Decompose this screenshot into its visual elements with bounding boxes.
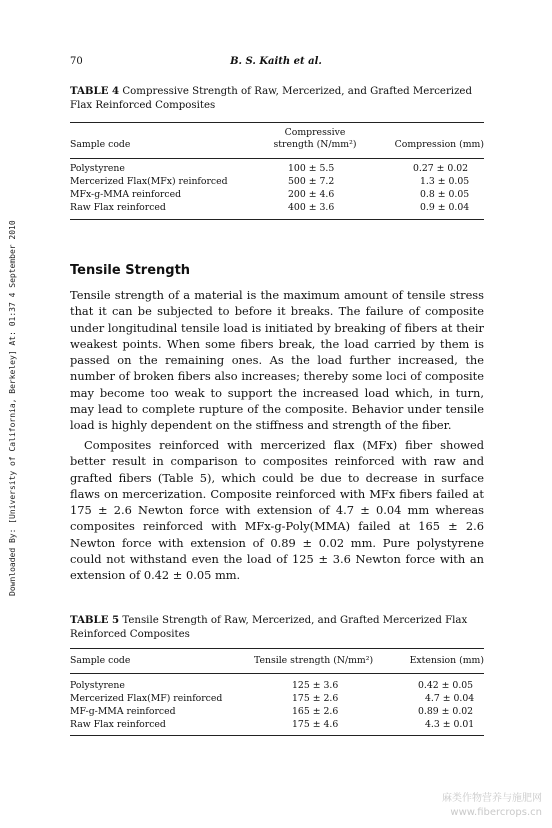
table-row-cell: 500 ± 7.2 <box>288 176 335 187</box>
table-row-cell: 0.8 ± 0.05 <box>420 189 470 200</box>
watermark-line1: 麻类作物营养与施肥网 <box>442 793 542 804</box>
table-row-cell: 4.3 ± 0.01 <box>425 719 475 730</box>
table5-top-rule <box>70 648 484 649</box>
paragraph-2: Composites reinforced with mercerized flax (MFx) fiber showed better result in comparison to composites reinforced with raw and grafted fibers (Table 5), which could be due to decrease in surface flaws on mercerization. Composite reinforced with MFx fibers failed at 175 ± 2.6 Newton force with extension of 4.7 ± 0.04 mm whereas composites reinforced with MFx-g-Poly(MMA) failed at 165 ± 2.6 Newton force with extension of 0.89 ± 0.02 mm. Pure polystyrene could not withstand even the load of 125 ± 3.6 Newton force with an extension of 0.42 ± 0.05 mm. <box>70 438 484 583</box>
paragraph-1: Tensile strength of a material is the maximum amount of tensile stress that it can be subjected to before it breaks. The failure of composite under longitudinal tensile load is initiated by breaking of fibers at their weakest points. When some fibers break, the load carried by them is passed on the remaining ones. As the load further increased, the number of broken fibers also increases; thereby some loci of composite may become too weak to support the increased load which, in turn, may lead to complete rupture of the composite. Behavior under tensile load is highly dependent on the stiffness and strength of the fiber. <box>70 288 484 433</box>
watermark-line2: www.fibercrops.cn <box>450 807 542 818</box>
table5-caption-text: Tensile Strength of Raw, Mercerized, and Grafted Mercerized Flax Reinforced Composites <box>70 615 468 640</box>
table-row-cell: Raw Flax reinforced <box>70 719 166 730</box>
table4-col-compression: Compression (mm) <box>394 139 484 150</box>
table-row-cell: 1.3 ± 0.05 <box>420 176 470 187</box>
table-row-cell: 175 ± 2.6 <box>292 693 339 704</box>
table-row-cell: Mercerized Flax(MF) reinforced <box>70 693 223 704</box>
section-title: Tensile Strength <box>70 263 191 278</box>
table5-col-sample: Sample code <box>70 655 131 666</box>
table5-col-strength: Tensile strength (N/mm²) <box>254 655 374 666</box>
table5-bottom-rule <box>70 735 484 736</box>
table-row-cell: 100 ± 5.5 <box>288 163 335 174</box>
table-row-cell: Polystyrene <box>70 163 125 174</box>
table5-caption <box>70 613 484 642</box>
table-row-cell: 165 ± 2.6 <box>292 706 339 717</box>
table4-col-strength-line2: strength (N/mm²) <box>273 139 357 150</box>
table-row-cell: 125 ± 3.6 <box>292 680 339 691</box>
site-watermark <box>442 792 542 820</box>
table-row-cell: MF-g-MMA reinforced <box>70 706 176 717</box>
table-row-cell: MFx-g-MMA reinforced <box>70 189 182 200</box>
table5-header-rule <box>70 673 484 674</box>
running-head: B. S. Kaith et al. <box>230 56 322 67</box>
table5-label: TABLE 5 <box>70 614 120 626</box>
table-row-cell: 0.9 ± 0.04 <box>420 202 470 213</box>
table4-top-rule <box>70 122 484 123</box>
table4-label: TABLE 4 <box>70 85 120 97</box>
table-row-cell: 175 ± 4.6 <box>292 719 339 730</box>
page-number: 70 <box>70 56 83 67</box>
table-row-cell: 400 ± 3.6 <box>288 202 335 213</box>
table4-col-sample: Sample code <box>70 139 131 150</box>
table4-body <box>70 163 484 215</box>
table5-body <box>70 680 484 732</box>
table-row-cell: 0.27 ± 0.02 <box>413 163 469 174</box>
table5-header <box>70 655 484 669</box>
table4-caption <box>70 84 484 113</box>
table4-col-strength <box>260 127 370 151</box>
table4-bottom-rule <box>70 219 484 220</box>
table-row-cell: Raw Flax reinforced <box>70 202 166 213</box>
table-row-cell: 0.89 ± 0.02 <box>418 706 474 717</box>
table-row-cell: Mercerized Flax(MFx) reinforced <box>70 176 228 187</box>
table4-col-strength-line1: Compressive <box>284 127 346 138</box>
table-row-cell: 0.42 ± 0.05 <box>418 680 474 691</box>
table4-header <box>70 127 484 157</box>
download-side-note: Downloaded By: [University of California, Berkeley] At: 01:37 4 September 2010 <box>8 220 17 596</box>
table-row-cell: Polystyrene <box>70 680 125 691</box>
table-row-cell: 4.7 ± 0.04 <box>425 693 475 704</box>
table-row-cell: 200 ± 4.6 <box>288 189 335 200</box>
table4-header-rule <box>70 158 484 159</box>
table4-caption-text: Compressive Strength of Raw, Mercerized, and Grafted Mercerized Flax Reinforced Composites <box>70 86 472 111</box>
table5-col-extension: Extension (mm) <box>409 655 484 666</box>
